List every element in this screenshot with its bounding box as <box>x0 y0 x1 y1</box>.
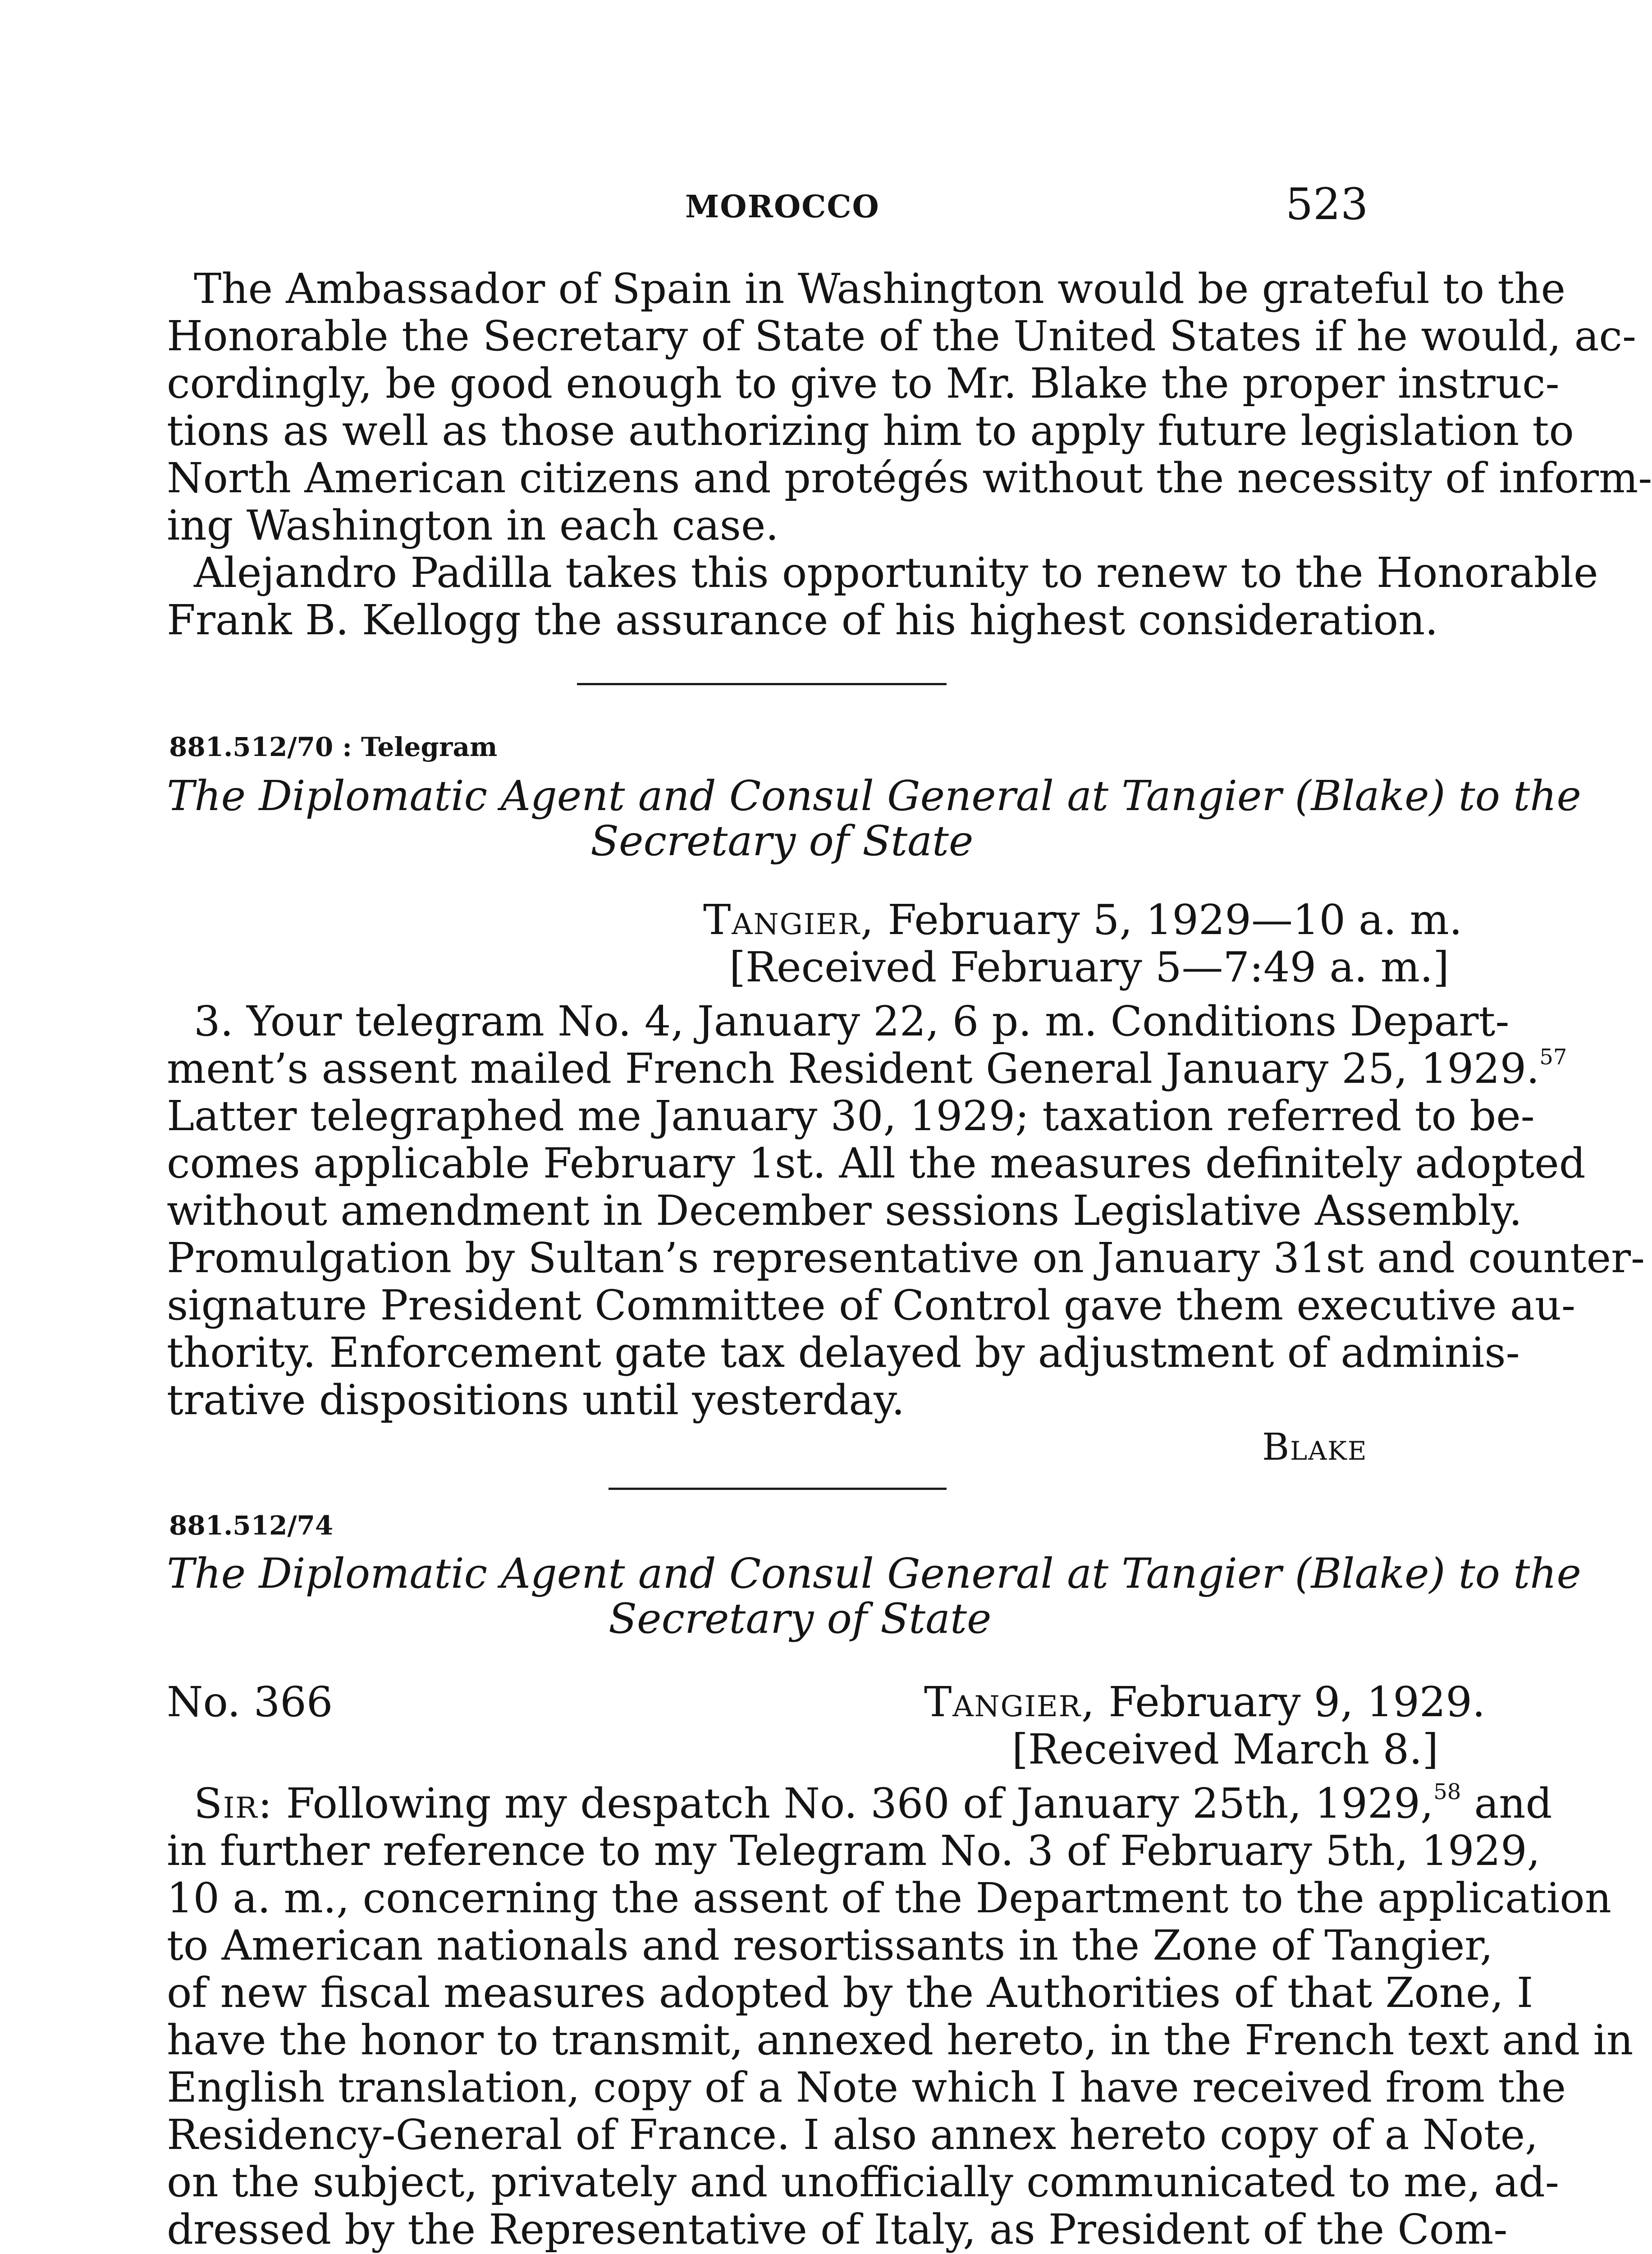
dateline-place: Tangier, <box>924 1678 1096 1726</box>
text-line: Latter telegraphed me January 30, 1929; taxation referred to be- <box>167 1092 1535 1140</box>
text-line: English translation, copy of a Note which I have received from the <box>167 2063 1566 2112</box>
text-line: signature President Committee of Control gave them executive au- <box>167 1281 1576 1329</box>
text-line: 10 a. m., concerning the assent of the Department to the application <box>167 1874 1611 1922</box>
text-line: trative dispositions until yesterday. <box>167 1376 905 1424</box>
file-reference: 881.512/74 <box>169 1510 334 1541</box>
text-line: Frank B. Kellogg the assurance of his highest consideration. <box>167 596 1438 644</box>
footnote-marker: 57 <box>1539 1045 1567 1070</box>
text-line: Honorable the Secretary of State of the United States if he would, ac- <box>167 312 1637 360</box>
text-line: Promulgation by Sultan’s representative on January 31st and counter- <box>167 1234 1645 1282</box>
text-line: tions as well as those authorizing him to apply future legislation to <box>167 407 1574 455</box>
text-line: dressed by the Representative of Italy, as President of the Com- <box>167 2205 1508 2254</box>
text-line: without amendment in December sessions Legislative Assembly. <box>167 1187 1522 1235</box>
text-line: in further reference to my Telegram No. 3 of February 5th, 1929, <box>167 1827 1540 1875</box>
page-number: 523 <box>1286 179 1368 229</box>
text-line <box>167 1045 1567 1093</box>
signature: Blake <box>1262 1426 1368 1469</box>
text-line: Residency-General of France. I also annex hereto copy of a Note, <box>167 2111 1538 2159</box>
received-line: [Received February 5—7:49 a. m.] <box>729 943 1450 991</box>
running-title: MOROCCO <box>685 189 880 225</box>
text-line: comes applicable February 1st. All the measures definitely adopted <box>167 1139 1586 1187</box>
text-line: The Ambassador of Spain in Washington would be grateful to the <box>194 265 1566 313</box>
text-line: North American citizens and protégés without the necessity of inform- <box>167 454 1652 502</box>
dateline-date: February 9, 1929. <box>1108 1678 1486 1726</box>
received-line: [Received March 8.] <box>1012 1725 1439 1773</box>
despatch-number: No. 366 <box>167 1678 333 1726</box>
text-span: and <box>1474 1779 1552 1828</box>
text-line: to American nationals and resortissants in the Zone of Tangier, <box>167 1921 1493 1970</box>
document-heading: The Diplomatic Agent and Consul General at Tangier (Blake) to the <box>167 772 1581 820</box>
text-line: cordingly, be good enough to give to Mr. Blake the proper instruc- <box>167 359 1560 408</box>
dateline <box>924 1678 1486 1726</box>
dateline <box>703 896 1463 944</box>
section-divider <box>609 1488 947 1490</box>
text-span: ment’s assent mailed French Resident General January 25, 1929. <box>167 1045 1540 1093</box>
text-line: 3. Your telegram No. 4, January 22, 6 p. m. Conditions Depart- <box>194 997 1510 1045</box>
dateline-date: February 5, 1929—10 a. m. <box>888 896 1463 944</box>
text-line: Alejandro Padilla takes this opportunity to renew to the Honorable <box>194 549 1598 597</box>
section-divider <box>577 683 947 685</box>
text-line: ing Washington in each case. <box>167 501 779 550</box>
document-heading-line2: Secretary of State <box>590 817 974 865</box>
text-line: of new fiscal measures adopted by the Authorities of that Zone, I <box>167 1969 1533 2017</box>
text-span: Following my despatch No. 360 of January 25th, 1929, <box>286 1779 1434 1828</box>
footnote-marker: 58 <box>1433 1779 1461 1805</box>
document-heading: The Diplomatic Agent and Consul General at Tangier (Blake) to the <box>167 1549 1581 1598</box>
salutation: Sir: <box>194 1779 273 1828</box>
text-line: thority. Enforcement gate tax delayed by adjustment of adminis- <box>167 1329 1520 1377</box>
text-line <box>194 1779 1552 1828</box>
document-heading-line2: Secretary of State <box>609 1594 992 1643</box>
text-line: have the honor to transmit, annexed hereto, in the French text and in <box>167 2016 1634 2064</box>
dateline-place: Tangier, <box>703 896 875 944</box>
file-reference: 881.512/70 : Telegram <box>169 732 498 762</box>
text-line: on the subject, privately and unofficially communicated to me, ad- <box>167 2158 1559 2206</box>
